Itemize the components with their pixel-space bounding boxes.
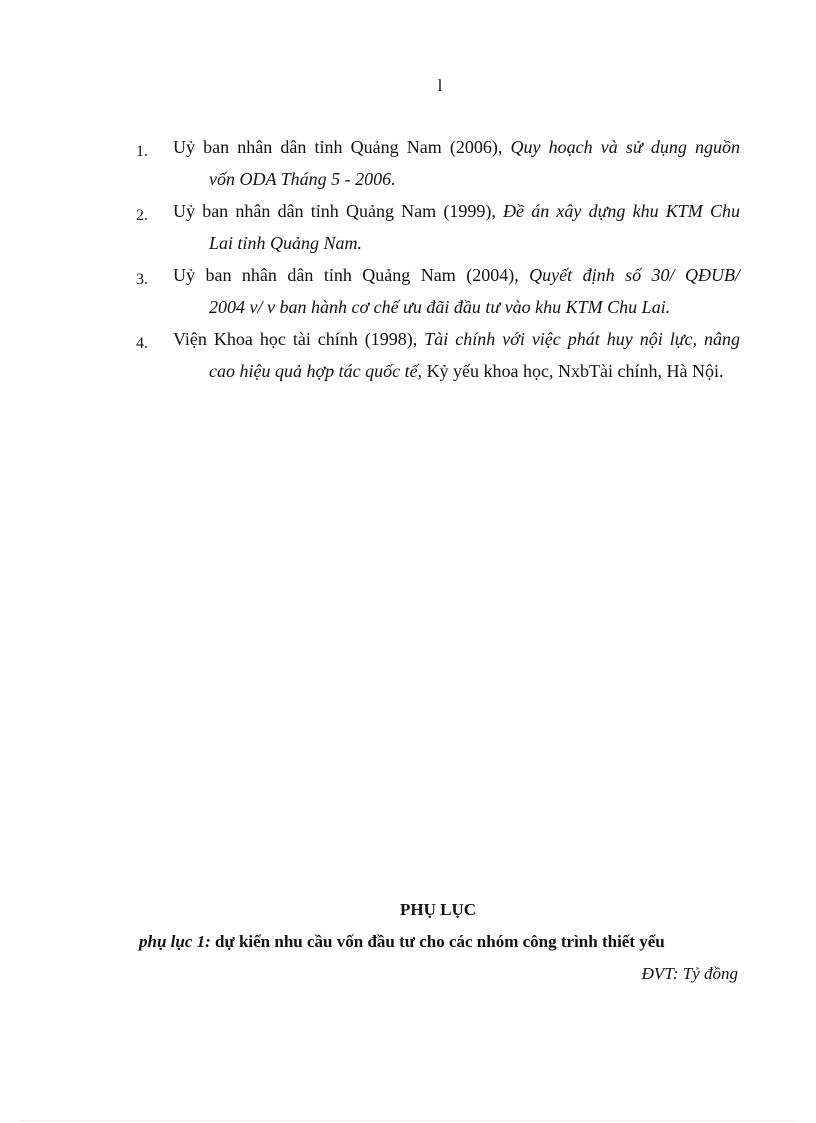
reference-item [136, 323, 740, 387]
reference-line [173, 131, 740, 163]
reference-author: Uỷ ban nhân dân tỉnh Quảng Nam (1999), [173, 201, 496, 221]
reference-line [173, 195, 740, 227]
reference-item [136, 131, 740, 195]
reference-title-continued: Lai tỉnh Quảng Nam. [209, 233, 363, 253]
reference-author: Uỷ ban nhân dân tỉnh Quảng Nam (2004), [173, 265, 519, 285]
reference-title-continued: 2004 v/ v ban hành cơ chế ưu đãi đầu tư vào khu KTM Chu Lai. [209, 297, 671, 317]
reference-title: Quy hoạch và sử dụng nguồn [510, 137, 740, 157]
reference-item [136, 195, 740, 259]
reference-number: 2. [136, 207, 148, 224]
reference-line [173, 259, 740, 291]
page-divider [20, 1120, 796, 1121]
appendix-title: PHỤ LỤC [399, 900, 477, 919]
reference-title-continued: cao hiệu quả hợp tác quốc tế, [209, 361, 423, 381]
reference-line [173, 323, 740, 355]
reference-line-continued [173, 355, 740, 387]
appendix-caption-label: phụ lục 1: [139, 932, 211, 951]
reference-title-continued: vốn ODA Tháng 5 - 2006. [209, 169, 396, 189]
reference-author: Viện Khoa học tài chính (1998), [173, 329, 418, 349]
reference-number: 1. [136, 143, 148, 160]
page-number: l [437, 76, 443, 95]
appendix-caption-text: dự kiến nhu cầu vốn đầu tư cho các nhóm công trình thiết yếu [210, 932, 665, 951]
reference-title: Tài chính với việc phát huy nội lực, nâng [424, 329, 740, 349]
appendix-caption [139, 932, 759, 952]
reference-publisher: Kỷ yếu khoa học, NxbTài chính, Hà Nội. [422, 361, 724, 381]
reference-author: Uỷ ban nhân dân tỉnh Quảng Nam (2006), [173, 137, 503, 157]
reference-list [136, 131, 740, 387]
reference-title: Đề án xây dựng khu KTM Chu [503, 201, 741, 221]
reference-item [136, 259, 740, 323]
reference-title: Quyết định số 30/ QĐUB/ [529, 265, 741, 285]
unit-label: ĐVT: Tỷ đồng [641, 964, 738, 983]
reference-number: 3. [136, 271, 148, 288]
reference-number: 4. [136, 335, 148, 352]
